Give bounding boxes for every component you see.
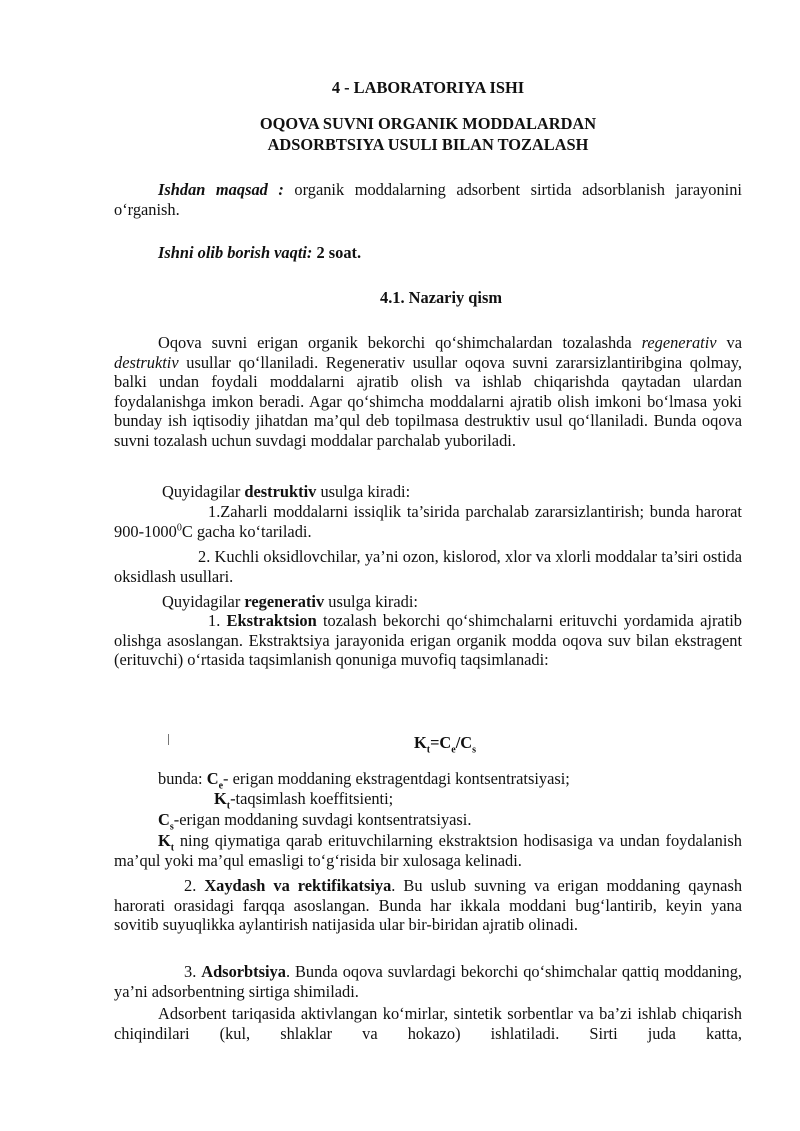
regenerative-lead: Quyidagilar regenerativ usulga kiradi:: [162, 592, 418, 611]
destructive-item-2: 2. Kuchli oksidlovchilar, ya’ni ozon, kislorod, xlor va xlorli moddalar ta’siri ostida oksidlash usullari.: [114, 547, 742, 586]
term-regenerative: regenerativ: [641, 333, 717, 352]
cursor-mark: [168, 734, 169, 745]
purpose-label: Ishdan maqsad :: [158, 180, 284, 199]
duration-label: Ishni olib borish vaqti:: [158, 243, 313, 262]
legend-kt: $K_t$-taqsimlash koeffitsienti;: [214, 789, 394, 812]
purpose-paragraph: [114, 180, 742, 219]
term-destructive: destruktiv: [114, 352, 179, 372]
intro-paragraph: Oqova suvni erigan organik bekorchi qo‘shimchalardan tozalashda regenerativ va destruktiv usullar qo‘llaniladi. Regenerativ usullar oqova suvni zararsizlantiribgina qolmay, balki undan foydali moddalarni ajratib olish va ishlab chiqarishda qaytadan ulardan foydalanishga imkon beradi. Agar qo‘shimcha moddalarni ajratib olish imkoni bo‘lmasa yoki bunday ish iqtisodiy jihatdan ma’qul deb topilmasa destruktiv usul qo‘llaniladi. Bunda oqova suvni tozalash uchun suvdagi moddalar parchalab yuboriladi.: [114, 333, 742, 450]
duration-paragraph: [114, 243, 742, 263]
purpose-text: organik moddalarning adsorbent sirtida adsorblanish jarayonini o‘rganish.: [114, 180, 742, 219]
main-title-line2: ADSORBTSIYA USULI BILAN TOZALASH: [267, 135, 589, 154]
closing-paragraph: Adsorbent tariqasida aktivlangan ko‘mirlar, sintetik sorbentlar va ba’zi ishlab chiqarish chiqindilari (kul, shlaklar va hokazo) ishlatiladi. Sirti juda katta,: [114, 1004, 742, 1043]
regenerative-item-2: 2. Xaydash va rektifikatsiya. Bu uslub suvning va erigan moddaning qaynash harorati orasidagi farqqa asoslangan. Bunda har ikkala moddani bug‘lantirib, keyin yana sovitib suyuqlikka aylantirish natijasida ular bir-biridan ajratib olinadi.: [114, 876, 743, 934]
kt-note: $K_t$ ning qiymatiga qarab erituvchilarning ekstraktsion hodisasiga va undan foydalanish ma’qul yoki ma’qul emasligi to‘g‘risida bir xulosaga kelinadi.: [114, 831, 742, 870]
lab-title: 4 - LABORATORIYA ISHI: [331, 78, 525, 97]
duration-value: 2 soat.: [312, 243, 362, 262]
legend-cs: $C_s$-erigan moddaning suvdagi kontsentratsiyasi.: [158, 810, 472, 833]
main-title-line1: OQOVA SUVNI ORGANIK MODDALARDAN: [259, 114, 597, 133]
formula: $K_t=C_e/C_s$: [414, 733, 477, 756]
legend-ce: bunda: $C_e-$ erigan moddaning ekstragentdagi kontsentratsiyasi;: [158, 769, 570, 792]
section-title: 4.1. Nazariy qism: [380, 288, 503, 307]
regenerative-item-3: 3. Adsorbtsiya. Bunda oqova suvlardagi bekorchi qo‘shimchalar qattiq moddaning, ya’ni adsorbentning sirtiga shimiladi.: [114, 962, 742, 1001]
regenerative-item-1: 1. Ekstraktsion tozalash bekorchi qo‘shimchalarni erituvchi yordamida ajratib olishga asoslangan. Ekstraktsiya jarayonida erigan organik modda oqova suv bilan ekstragent (erituvchi) o‘rtasida taqsimlanish qonuniga muvofiq taqsimlanadi:: [114, 611, 742, 669]
destructive-item-1: 1.Zaharli moddalarni issiqlik ta’sirida parchalab zararsizlantirish; bunda harorat 900-1000$^0$C gacha ko‘tariladi.: [114, 502, 742, 541]
destructive-lead: Quyidagilar destruktiv usulga kiradi:: [162, 482, 411, 501]
